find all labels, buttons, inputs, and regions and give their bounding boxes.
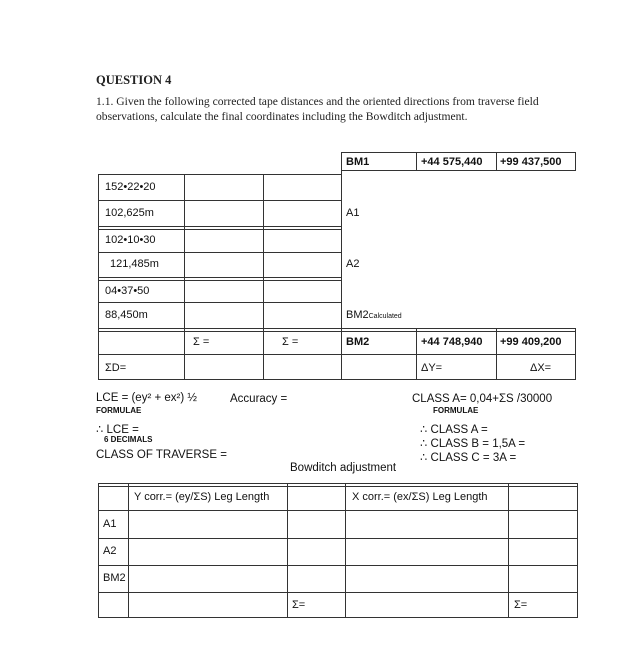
table-line xyxy=(577,483,578,618)
table-line xyxy=(98,229,341,230)
formulae-label-left: FORMULAE xyxy=(96,406,142,415)
table-line xyxy=(341,170,576,171)
table-line xyxy=(98,277,341,278)
station-a1: A1 xyxy=(346,207,360,219)
table-line xyxy=(345,483,346,618)
table-line xyxy=(184,174,185,380)
bm2-y-coordinate: +44 748,940 xyxy=(421,336,483,348)
table-line xyxy=(416,152,417,171)
table-line xyxy=(98,592,578,593)
table-line xyxy=(98,302,341,303)
table-line xyxy=(508,483,509,618)
bowditch-row-a1: A1 xyxy=(103,518,117,530)
bowditch-title: Bowditch adjustment xyxy=(290,462,397,474)
table-line xyxy=(98,280,341,281)
sum-column-2: Σ = xyxy=(282,336,299,348)
delta-x: ΔX= xyxy=(530,362,552,374)
table-line xyxy=(98,328,576,329)
table-line xyxy=(496,328,497,380)
distance-1: 102,625m xyxy=(105,207,154,219)
lce-result: ∴ LCE = xyxy=(96,424,139,436)
table-line xyxy=(98,486,578,487)
bm2-x-coordinate: +99 409,200 xyxy=(500,336,562,348)
class-a-formula: CLASS A= 0,04+ΣS /30000 xyxy=(412,393,553,405)
formulae-label-right: FORMULAE xyxy=(433,406,479,415)
question-text-line-2: observations, calculate the final coordinates including the Bowditch adjustment. xyxy=(96,110,468,123)
table-line xyxy=(287,483,288,618)
table-line xyxy=(98,510,578,511)
table-line xyxy=(98,379,576,380)
station-a2: A2 xyxy=(346,258,360,270)
station-bm2-calc-label: BM2 xyxy=(346,309,369,321)
table-line xyxy=(98,174,99,380)
lce-formula: LCE = (ey² + ex²) ½ xyxy=(96,392,197,404)
table-line xyxy=(496,152,497,171)
table-line xyxy=(98,483,578,484)
decimals-note: 6 DECIMALS xyxy=(104,435,153,444)
station-bm1: BM1 xyxy=(346,156,370,168)
table-line xyxy=(98,354,576,355)
table-line xyxy=(98,174,341,175)
class-a-result: ∴ CLASS A = xyxy=(420,424,488,436)
direction-1: 152•22•20 xyxy=(105,181,156,193)
class-c-result: ∴ CLASS C = 3A = xyxy=(420,452,517,464)
x-correction-header: X corr.= (ex/ΣS) Leg Length xyxy=(352,491,488,503)
table-line xyxy=(98,331,576,332)
delta-y: ΔY= xyxy=(421,362,443,374)
table-line xyxy=(128,483,129,618)
bowditch-sum-x: Σ= xyxy=(514,599,528,611)
table-line xyxy=(341,152,342,380)
distance-3: 88,450m xyxy=(105,309,148,321)
table-line xyxy=(575,152,576,171)
accuracy-label: Accuracy = xyxy=(230,393,288,405)
bowditch-row-bm2: BM2 xyxy=(103,572,126,584)
bm1-y-coordinate: +44 575,440 xyxy=(421,156,483,168)
bowditch-sum-y: Σ= xyxy=(292,599,306,611)
table-line xyxy=(98,483,99,618)
table-line xyxy=(341,152,576,153)
table-line xyxy=(416,328,417,380)
table-line xyxy=(98,226,341,227)
y-correction-header: Y corr.= (ey/ΣS) Leg Length xyxy=(134,491,270,503)
calculated-subscript: Calculated xyxy=(368,313,402,320)
table-line xyxy=(98,200,341,201)
sum-column-1: Σ = xyxy=(193,336,210,348)
table-line xyxy=(98,617,578,618)
direction-3: 04•37•50 xyxy=(105,285,150,297)
table-line xyxy=(98,565,578,566)
table-line xyxy=(575,328,576,380)
table-line xyxy=(98,538,578,539)
question-title: QUESTION 4 xyxy=(96,73,172,87)
direction-2: 102•10•30 xyxy=(105,234,156,246)
station-bm2: BM2 xyxy=(346,336,370,348)
bm1-x-coordinate: +99 437,500 xyxy=(500,156,562,168)
distance-2: 121,485m xyxy=(110,258,159,270)
question-text-line-1: 1.1. Given the following corrected tape distances and the oriented directions from traverse field xyxy=(96,95,539,108)
station-bm2-calculated xyxy=(346,309,402,321)
sum-distance: ΣD= xyxy=(105,362,127,374)
table-line xyxy=(98,252,341,253)
class-of-traverse: CLASS OF TRAVERSE = xyxy=(96,449,227,461)
bowditch-row-a2: A2 xyxy=(103,545,117,557)
table-line xyxy=(263,174,264,380)
class-b-result: ∴ CLASS B = 1,5A = xyxy=(420,438,526,450)
